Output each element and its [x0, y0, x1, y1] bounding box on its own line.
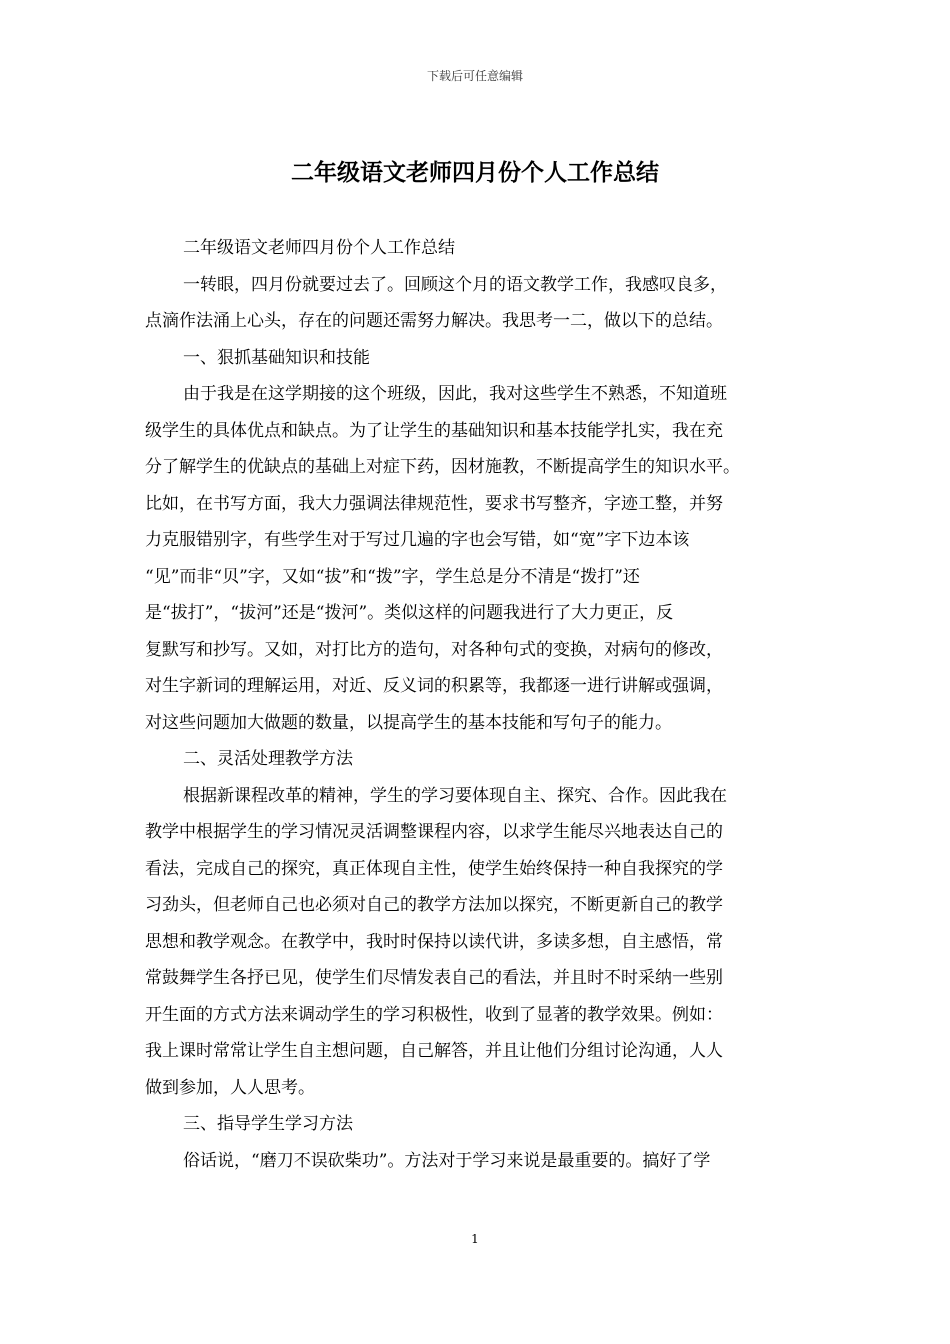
- text-line: 力克服错别字，有些学生对于写过几遍的字也会写错，如“宽”字下边本该: [145, 530, 690, 550]
- text-line: 根据新课程改革的精神，学生的学习要体现自主、探究、合作。因此我在: [183, 785, 727, 806]
- text-line: 比如，在书写方面，我大力强调法律规范性，要求书写整齐，字迹工整，并努: [145, 493, 723, 514]
- text-line: 习劲头，但老师自己也必须对自己的教学方法加以探究，不断更新自己的教学: [145, 895, 723, 915]
- text-line: 对这些问题加大做题的数量，以提高学生的基本技能和写句子的能力。: [145, 712, 672, 733]
- text-line: 俗话说，“磨刀不误砍柴功”。方法对于学习来说是最重要的。搞好了学: [183, 1150, 711, 1171]
- text-line: 二年级语文老师四月份个人工作总结: [183, 238, 455, 258]
- text-line: 是“拔打”，“拔河”还是“拨河”。类似这样的问题我进行了大力更正，反: [145, 603, 674, 623]
- text-line: 教学中根据学生的学习情况灵活调整课程内容，以求学生能尽兴地表达自己的: [145, 822, 723, 842]
- text-line: 常鼓舞学生各抒已见，使学生们尽情发表自己的看法，并且时不时采纳一些别: [145, 968, 723, 988]
- text-line: 二、灵活处理教学方法: [183, 749, 353, 769]
- header-note: 下载后可任意编辑: [426, 69, 523, 83]
- text-line: 做到参加，人人思考。: [145, 1077, 315, 1098]
- text-line: 开生面的方式方法来调动学生的学习积极性，收到了显著的教学效果。例如：: [145, 1004, 723, 1025]
- text-line: 级学生的具体优点和缺点。为了让学生的基础知识和基本技能学扎实，我在充: [145, 420, 723, 441]
- text-line: 复默写和抄写。又如，对打比方的造句，对各种句式的变换，对病句的修改，: [145, 639, 723, 660]
- text-line: 看法，完成自己的探究，真正体现自主性，使学生始终保持一种自我探究的学: [145, 858, 723, 879]
- text-line: 三、指导学生学习方法: [183, 1114, 353, 1134]
- text-line: 一、狠抓基础知识和技能: [183, 347, 370, 368]
- text-line: 分了解学生的优缺点的基础上对症下药，因材施教，不断提高学生的知识水平。: [145, 457, 740, 477]
- page-number: 1: [471, 1232, 479, 1246]
- document-title: 二年级语文老师四月份个人工作总结: [291, 159, 659, 186]
- text-line: “见”而非“贝”字，又如“拔”和“拨”字，学生总是分不清是“拨打”还: [145, 566, 640, 587]
- text-line: 一转眼，四月份就要过去了。回顾这个月的语文教学工作，我感叹良多，: [183, 274, 727, 295]
- text-line: 我上课时常常让学生自主想问题，自己解答，并且让他们分组讨论沟通，人人: [145, 1041, 723, 1061]
- text-line: 思想和教学观念。在教学中，我时时保持以读代讲，多读多想，自主感悟，常: [145, 931, 723, 952]
- document-body: [145, 230, 810, 1179]
- text-line: 由于我是在这学期接的这个班级，因此，我对这些学生不熟悉，不知道班: [183, 384, 727, 404]
- text-line: 点滴作法涌上心头，存在的问题还需努力解决。我思考一二，做以下的总结。: [145, 311, 723, 331]
- text-line: 对生字新词的理解运用，对近、反义词的积累等，我都逐一进行讲解或强调，: [145, 676, 723, 696]
